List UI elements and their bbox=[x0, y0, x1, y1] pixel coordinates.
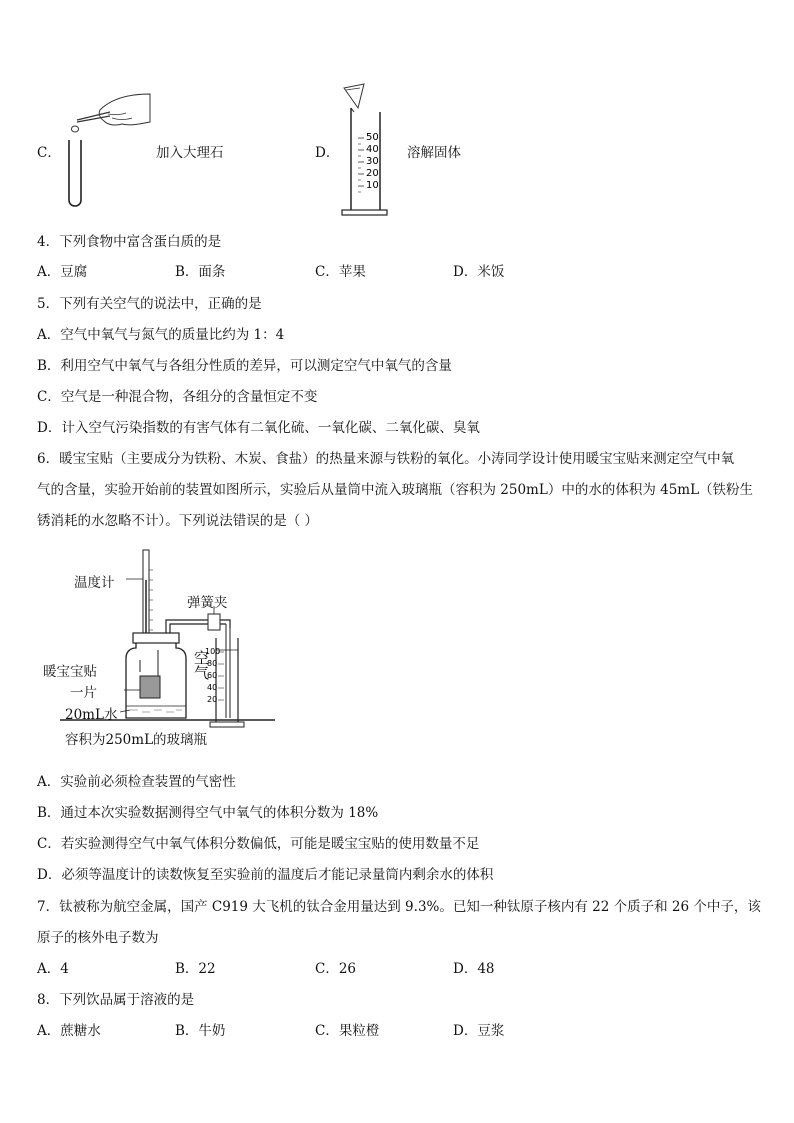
q6-option-b: B．通过本次实验数据测得空气中氧气的体积分数为 18% bbox=[37, 805, 379, 821]
q5-option-a: A．空气中氧气与氮气的质量比约为 1：4 bbox=[37, 327, 285, 343]
option-c-text: 加入大理石 bbox=[156, 145, 224, 161]
label-hand-warmer-line2: 一片 bbox=[70, 685, 97, 701]
cylinder-tick-10: 10 bbox=[366, 180, 379, 191]
label-water: 20mL水 bbox=[65, 707, 118, 723]
q5-option-b: B．利用空气中氧气与各组分性质的差异，可以测定空气中氧气的含量 bbox=[37, 358, 452, 374]
q8-option-d: D．豆浆 bbox=[453, 1023, 505, 1039]
cylinder-tick-20: 20 bbox=[366, 168, 379, 179]
measuring-cylinder-figure bbox=[336, 80, 396, 217]
q7-option-c: C．26 bbox=[315, 961, 357, 977]
q8-option-c: C．果粒橙 bbox=[315, 1023, 380, 1039]
cylinder-tick-40: 40 bbox=[366, 144, 379, 155]
q6-stem-line-3: 锈消耗的水忽略不计）。下列说法错误的是（ ） bbox=[37, 513, 319, 529]
q6-apparatus-figure bbox=[30, 540, 280, 750]
q7-option-b: B．22 bbox=[175, 961, 216, 977]
q6-option-a: A．实验前必须检查装置的气密性 bbox=[37, 774, 236, 790]
option-c-letter: C． bbox=[37, 145, 61, 161]
option-d-text: 溶解固体 bbox=[407, 145, 461, 161]
q6-stem-line-2: 气的含量，实验开始前的装置如图所示，实验后从量筒中流入玻璃瓶（容积为 250mL）中的水的体积为 45mL（铁粉生 bbox=[37, 482, 754, 498]
label-hand-warmer-line1: 暖宝宝贴 bbox=[43, 664, 97, 680]
q5-option-c: C．空气是一种混合物，各组分的含量恒定不变 bbox=[37, 389, 318, 405]
option-d-letter: D． bbox=[315, 145, 340, 161]
q6-stem-line-1: 6．暖宝宝贴（主要成分为铁粉、木炭、食盐）的热量来源与铁粉的氧化。小涛同学设计使用暖宝宝贴来测定空气中氧 bbox=[37, 451, 735, 467]
q8-option-a: A．蔗糖水 bbox=[37, 1023, 101, 1039]
label-spring-clip: 弹簧夹 bbox=[187, 595, 228, 611]
test-tube-hand-figure bbox=[60, 88, 155, 213]
q4-option-b: B．面条 bbox=[175, 264, 226, 280]
apparatus-tick-80: 80 bbox=[207, 659, 218, 668]
apparatus-tick-20: 20 bbox=[207, 695, 218, 704]
q7-option-a: A．4 bbox=[37, 961, 69, 977]
q5-option-d: D．计入空气污染指数的有害气体有二氧化硫、一氧化碳、二氧化碳、臭氧 bbox=[37, 420, 480, 436]
q8-option-b: B．牛奶 bbox=[175, 1023, 226, 1039]
cylinder-tick-30: 30 bbox=[366, 156, 379, 167]
cylinder-tick-50: 50 bbox=[366, 132, 379, 143]
apparatus-tick-40: 40 bbox=[207, 683, 218, 692]
q7-stem-line-2: 原子的核外电子数为 bbox=[37, 930, 159, 946]
q4-option-d: D．米饭 bbox=[453, 264, 505, 280]
label-bottle: 容积为250mL的玻璃瓶 bbox=[65, 732, 208, 748]
q7-stem-line-1: 7．钛被称为航空金属，国产 C919 大飞机的钛合金用量达到 9.3%。已知一种钛原子核内有 22 个质子和 26 个中子，该 bbox=[37, 899, 761, 915]
q4-option-c: C．苹果 bbox=[315, 264, 366, 280]
label-thermometer: 温度计 bbox=[74, 575, 115, 591]
label-air: 空气 bbox=[192, 650, 210, 680]
q7-option-d: D．48 bbox=[453, 961, 495, 977]
q5-stem: 5．下列有关空气的说法中，正确的是 bbox=[37, 296, 262, 312]
q8-stem: 8．下列饮品属于溶液的是 bbox=[37, 992, 195, 1008]
q6-option-d: D．必须等温度计的读数恢复至实验前的温度后才能记录量筒内剩余水的体积 bbox=[37, 867, 494, 883]
q4-stem: 4．下列食物中富含蛋白质的是 bbox=[37, 234, 222, 250]
apparatus-tick-100: 100 bbox=[205, 647, 221, 656]
q4-option-a: A．豆腐 bbox=[37, 264, 88, 280]
apparatus-tick-60: 60 bbox=[207, 671, 218, 680]
q6-option-c: C．若实验测得空气中氧气体积分数偏低，可能是暖宝宝贴的使用数量不足 bbox=[37, 836, 480, 852]
